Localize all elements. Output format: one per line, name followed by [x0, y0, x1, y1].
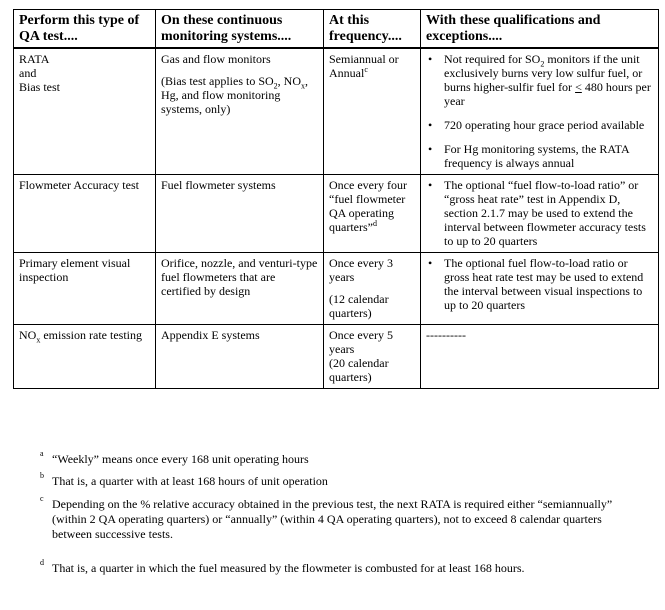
bullet-part: monitors if the unit exclusively burns very low sulfur fuel, or burns higher-sulfir fuel for	[444, 52, 643, 94]
header-monitoring-systems: On these continuous monitoring systems....	[156, 10, 324, 49]
note-subscript: x	[301, 81, 306, 91]
footnote-ref: d	[372, 219, 377, 228]
footnote-a	[40, 449, 640, 467]
cell-frequency	[324, 48, 421, 175]
frequency-note: (20 calendar quarters)	[329, 356, 389, 384]
qualification-list	[426, 178, 653, 248]
footnote-mark: c	[40, 494, 44, 503]
footnote-text: That is, a quarter with at least 168 hours of unit operation	[52, 474, 328, 488]
table-row	[14, 48, 659, 175]
cell-systems: Fuel flowmeter systems	[156, 175, 324, 253]
list-item: • For Hg monitoring systems, the RATA frequency is always annual	[426, 142, 653, 170]
table-row	[14, 175, 659, 253]
cell-test-type	[14, 48, 156, 175]
qualification-list	[426, 256, 653, 312]
cell-systems	[156, 48, 324, 175]
test-bias: Bias test	[19, 80, 60, 94]
note-part: , NO	[277, 74, 302, 88]
frequency-note: (12 calendar quarters)	[329, 292, 389, 320]
footnote-text: That is, a quarter in which the fuel measured by the flowmeter is combusted for at least 168 hours.	[52, 561, 525, 575]
test-part: emission rate testing	[40, 328, 142, 342]
table-row	[14, 253, 659, 325]
test-rata: RATA	[19, 52, 50, 66]
list-item: • The optional fuel flow-to-load ratio or gross heat rate test may be used to extend the interval between visual inspections to up to 20 quarters	[426, 256, 653, 312]
systems-note	[161, 74, 318, 116]
cell-test-type	[14, 325, 156, 389]
test-and: and	[19, 66, 37, 80]
header-test-type: Perform this type of QA test....	[14, 10, 156, 49]
systems-text: Gas and flow monitors	[161, 52, 271, 66]
footnote-b	[40, 471, 640, 489]
footnote-c	[40, 494, 625, 542]
cell-test-type: Primary element visual inspection	[14, 253, 156, 325]
footnote-mark: b	[40, 471, 44, 480]
test-subscript: x	[36, 335, 41, 345]
cell-frequency	[324, 253, 421, 325]
qa-test-table	[13, 9, 659, 389]
footnote-mark: a	[40, 449, 44, 458]
footnote-ref: c	[364, 65, 368, 74]
cell-qualifications	[421, 253, 659, 325]
cell-qualifications	[421, 175, 659, 253]
note-subscript: 2	[273, 81, 278, 91]
frequency-text: Once every 5 years	[329, 328, 393, 356]
test-part: NO	[19, 328, 37, 342]
less-equal-sign: <	[575, 80, 582, 94]
list-item	[426, 52, 653, 108]
list-item: • The optional “fuel flow-to-load ratio” or “gross heat rate” test in Appendix D, section 2.1.7 may be used to extend the interval between flowmeter accuracy tests to up to 20 quarters	[426, 178, 653, 248]
cell-frequency	[324, 175, 421, 253]
header-qualifications: With these qualifications and exceptions....	[421, 10, 659, 49]
frequency-text: Once every 3 years	[329, 256, 393, 284]
note-part: (Bias test applies to SO	[161, 74, 274, 88]
list-item: • 720 operating hour grace period available	[426, 118, 653, 132]
footnote-text: “Weekly” means once every 168 unit operating hours	[52, 452, 309, 466]
cell-systems: Appendix E systems	[156, 325, 324, 389]
table-row	[14, 325, 659, 389]
footnote-mark: d	[40, 558, 44, 567]
frequency-text: Once every four “fuel flowmeter QA operating quarters”	[329, 178, 407, 234]
footnote-d	[40, 558, 640, 576]
cell-qualifications	[421, 48, 659, 175]
cell-systems: Orifice, nozzle, and venturi-type fuel flowmeters that are certified by design	[156, 253, 324, 325]
footnote-text: Depending on the % relative accuracy obtained in the previous test, the next RATA is required either “semiannually” (within 2 QA operating quarters) or “annually” (within 4 QA operating quarters), not to exceed 8 calendar quarters between successive tests.	[52, 497, 613, 541]
bullet-part: 480 hours per year	[444, 80, 651, 108]
cell-qualifications: ----------	[421, 325, 659, 389]
cell-test-type: Flowmeter Accuracy test	[14, 175, 156, 253]
note-part: , Hg, and flow monitoring systems, only)	[161, 74, 309, 116]
header-frequency: At this frequency....	[324, 10, 421, 49]
table-header-row	[14, 10, 659, 49]
bullet-subscript: 2	[540, 59, 545, 69]
cell-frequency	[324, 325, 421, 389]
qualification-list	[426, 52, 653, 170]
bullet-part: Not required for SO	[444, 52, 541, 66]
frequency-text: Semiannual or Annual	[329, 52, 399, 80]
